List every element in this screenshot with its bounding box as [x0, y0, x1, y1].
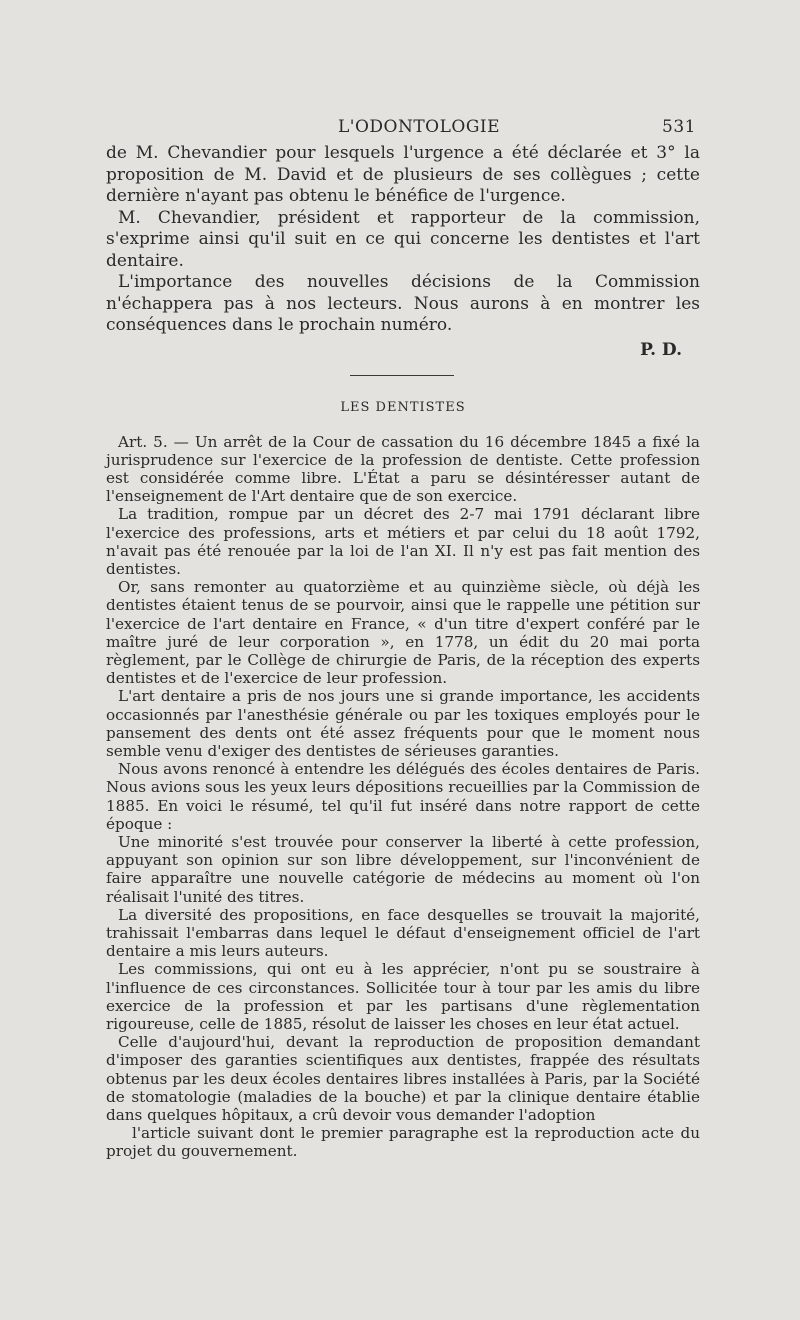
intro-section — [106, 143, 700, 337]
running-header — [106, 113, 700, 143]
journal-title: L'ODONTOLOGIE — [338, 117, 501, 137]
body-paragraph: Nous avons renoncé à entendre les délégués des écoles dentaires de Paris. Nous avions sous les yeux leurs dépositions recueillies par la Commission de 1885. En voici le résumé, tel qu'il fut inséré dans notre rapport de cette époque : — [106, 760, 700, 833]
body-paragraph: Art. 5. — Un arrêt de la Cour de cassation du 16 décembre 1845 a fixé la jurisprudence sur l'exercice de la profession de dentiste. Cette profession est considérée comme libre. L'État a paru se désintéresser autant de l'enseignement de l'Art dentaire que de son exercice. — [106, 432, 700, 506]
body-paragraph: La diversité des propositions, en face desquelles se trouvait la majorité, trahissait l'embarras dans lequel le défaut d'enseignement officiel de l'art dentaire a mis leurs auteurs. — [106, 905, 700, 961]
section-divider — [350, 375, 454, 376]
intro-paragraph: M. Chevandier, président et rapporteur de la commission, s'exprime ainsi qu'il suit en ce qui concerne les dentistes et l'art dentaire. — [106, 207, 700, 271]
document-page — [106, 113, 700, 1161]
author-signature: P. D. — [640, 339, 682, 360]
body-paragraph: l'article suivant dont le premier paragraphe est la reproduction acte du projet du gouvernement. — [106, 1124, 700, 1161]
body-paragraph: Une minorité s'est trouvée pour conserver la liberté à cette profession, appuyant son opinion sur son libre développement, sur l'inconvénient de faire apparaître une nouvelle catégorie de médecins au moment où l'on réalisait l'unité des titres. — [106, 832, 700, 906]
intro-paragraph: de M. Chevandier pour lesquels l'urgence a été déclarée et 3° la proposition de M. David et de plusieurs de ses collègues ; cette dernière n'ayant pas obtenu le bénéfice de l'urgence. — [106, 143, 700, 206]
body-paragraph: L'art dentaire a pris de nos jours une si grande importance, les accidents occasionnés par l'anesthésie générale ou par les toxiques employés pour le pansement des dents ont été assez fréquents pour que le moment nous semble venu d'exiger des dentistes de sérieuses garanties. — [106, 687, 700, 760]
body-paragraph: La tradition, rompue par un décret des 2-7 mai 1791 déclarant libre l'exercice des professions, arts et métiers et par celui du 18 août 1792, n'avait pas été renouée par la loi de l'an XI. Il n'y est pas fait mention des dentistes. — [106, 505, 700, 578]
body-paragraph: Les commissions, qui ont eu à les apprécier, n'ont pu se soustraire à l'influence de ces circonstances. Sollicitée tour à tour par les amis du libre exercice de la profession et par les partisans d'une règlementation rigoureuse, celle de 1885, résolut de laisser les choses en leur état actuel. — [106, 960, 700, 1033]
article-body — [106, 433, 700, 1161]
body-paragraph: Or, sans remonter au quatorzième et au quinzième siècle, où déjà les dentistes étaient tenus de se pourvoir, ainsi que le rappelle une pétition sur l'exercice de l'art dentaire en France, « d'un titre d'expert conféré par le maître juré de leur corporation », en 1778, un édit du 20 mai porta règlement, par le Collège de chirurgie de Paris, de la réception des experts dentistes et de l'exercice de leur profession. — [106, 578, 700, 688]
body-paragraph: Celle d'aujourd'hui, devant la reproduction de proposition demandant d'imposer des garanties scientifiques aux dentistes, frappée des résultats obtenus par les deux écoles dentaires libres installées à Paris, par la Société de stomatologie (maladies de la bouche) et par la clinique dentaire établie dans quelques hôpitaux, a crû devoir vous demander l'adoption — [106, 1033, 700, 1125]
section-title: LES DENTISTES — [340, 399, 466, 415]
intro-paragraph: L'importance des nouvelles décisions de la Commission n'échappera pas à nos lecteurs. Nous aurons à en montrer les conséquences dans le prochain numéro. — [106, 272, 700, 335]
page-number: 531 — [662, 117, 696, 137]
